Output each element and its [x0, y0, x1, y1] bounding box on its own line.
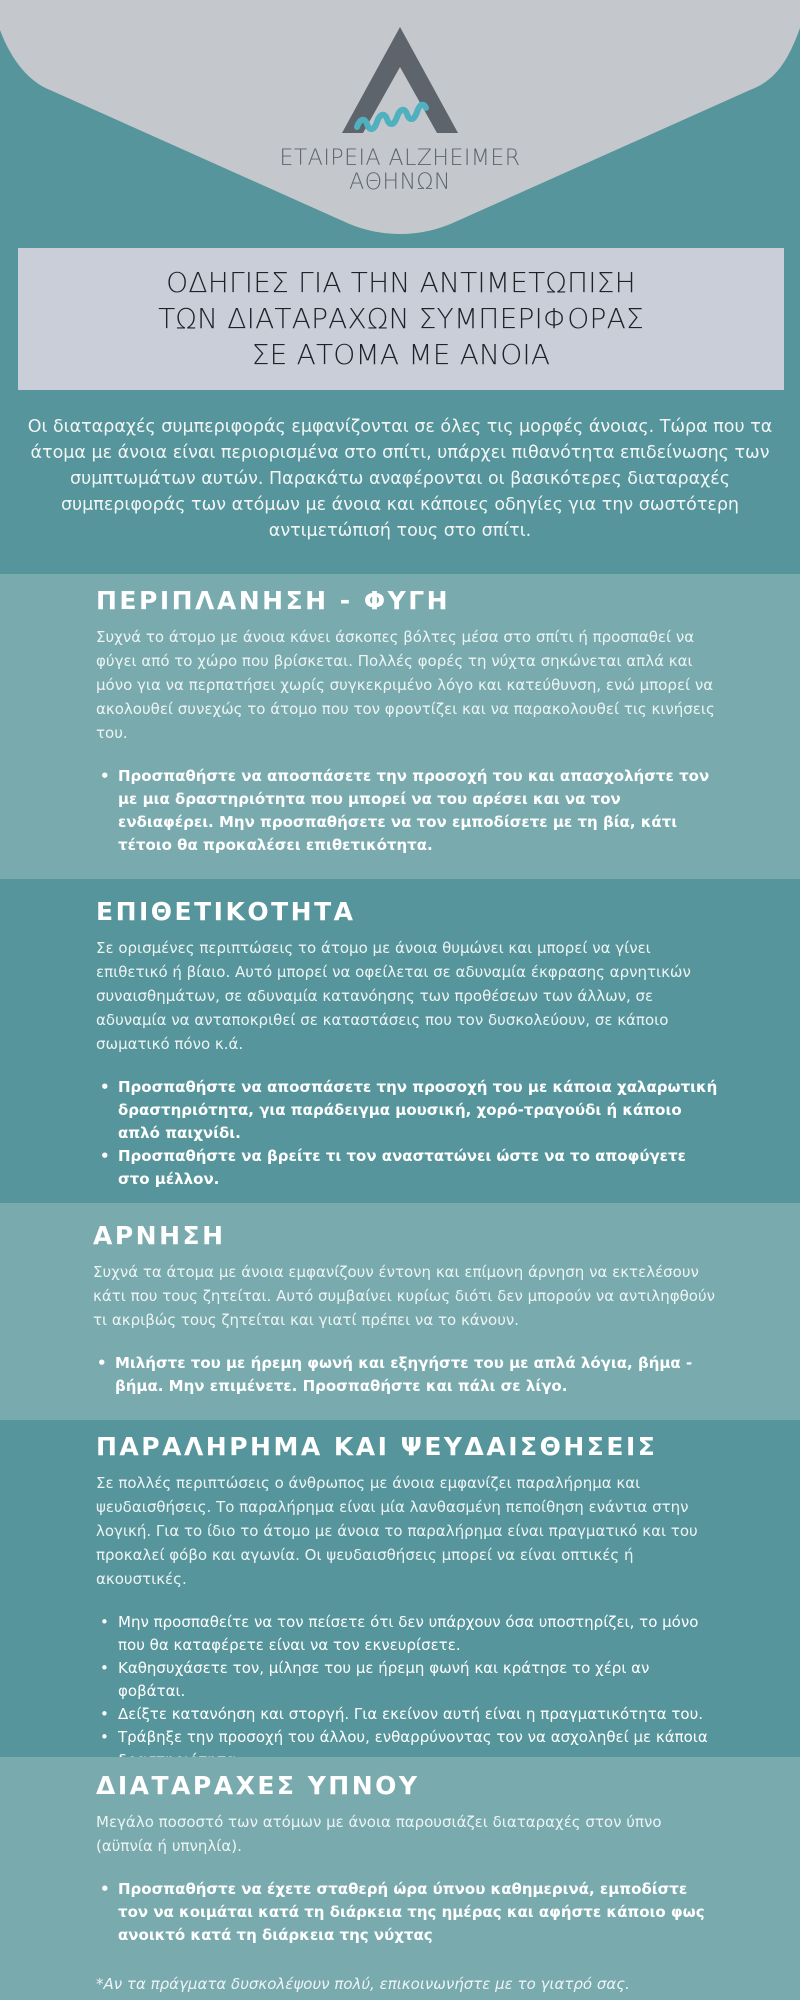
section-body: Σε πολλές περιπτώσεις ο άνθρωπος με άνοια εμφανίζει παραλήρημα και ψευδαισθήσεις. Το παραλήρημα είναι μία λανθασμένη πεποίθηση ενάντια στην λογική. Για το ίδιο το άτομο με άνοια το παραλήρημα είναι πραγματικό και του προκαλεί φόβο και αγωνία. Οι ψευδαισθήσεις μπορεί να είναι οπτικές ή ακουστικές.: [96, 1474, 698, 1588]
org-name-line1: ΕΤΑΙΡΕΙΑ ALZHEIMER: [279, 146, 521, 171]
tip-item: • Τράβηξε την προσοχή του άλλου, ενθαρρύνοντας τον να ασχοληθεί με κάποια: [96, 1726, 720, 1772]
section-title: ΠΑΡΑΛΗΡΗΜΑ ΚΑΙ ΨΕΥΔΑΙΣΘΗΣΕΙΣ: [96, 1432, 658, 1461]
section-body: Σε ορισμένες περιπτώσεις το άτομο με άνοια θυμώνει και μπορεί να γίνει επιθετικό ή βίαιο. Αυτό μπορεί να οφείλεται σε αδυναμία έκφρασης αρνητικών συναισθημάτων, σε αδυναμία κατανόησης των προθέσεων των άλλων, σε αδυναμία να ανταποκριθεί σε καταστάσεις που τον δυσκολεύουν, σε κάποιο σωματικό πόνο κ.ά.: [96, 939, 691, 1053]
title-line: ΟΔΗΓΙΕΣ ΓΙΑ ΤΗΝ ΑΝΤΙΜΕΤΩΠΙΣΗ: [166, 266, 636, 299]
section-title: ΕΠΙΘΕΤΙΚΟΤΗΤΑ: [96, 897, 356, 926]
tip-item: • Προσπαθήστε να αποσπάσετε την προσοχή του και απασχολήστε τον με μια δραστηριότητα που μπορεί να του αρέσει και να τον ενδιαφέρει. Μην προσπαθήσετε να τον εμποδίσετε με τη βία, κάτι τέτοιο θα προκαλέσει επιθετικότητα.: [96, 765, 720, 857]
tip-item: • Προσπαθήστε να βρείτε τι τον αναστατώνει ώστε να το αποφύγετε στο μέλλον.: [96, 1145, 720, 1191]
tip-item: • Καθησυχάσετε τον, μίλησε του με ήρεμη φωνή και κράτησε το χέρι αν φοβάται.: [96, 1657, 720, 1703]
tip-item: • Μην προσπαθείτε να τον πείσετε ότι δεν υπάρχουν όσα υποστηρίζει, το μόνο που θα καταφέρετε είναι να τον εκνευρίσετε.: [96, 1611, 720, 1657]
section-title: ΔΙΑΤΑΡΑΧΕΣ ΥΠΝΟΥ: [96, 1771, 420, 1800]
org-name-line2: ΑΘΗΝΩΝ: [349, 170, 451, 195]
section-delusions: [0, 1420, 800, 1757]
page-title: [18, 248, 784, 390]
logo: [0, 0, 800, 240]
section-wandering: [0, 574, 800, 879]
section-body: Συχνά το άτομο με άνοια κάνει άσκοπες βόλτες μέσα στο σπίτι ή προσπαθεί να φύγει από το χώρο που βρίσκεται. Πολλές φορές τη νύχτα σηκώνεται απλά και μόνο για να περπατήσει χωρίς συγκεκριμένο λόγο και κατεύθυνση, ενώ μπορεί να ακολουθεί συνεχώς το άτομο που τον φροντίζει και να παρακολουθεί τις κινήσεις του.: [96, 628, 715, 742]
tip-item: • Δείξτε κατανόηση και στοργή. Για εκείνον αυτή είναι η πραγματικότητα του.: [96, 1703, 720, 1726]
section-title: ΑΡΝΗΣΗ: [93, 1221, 226, 1250]
tip-item: • Προσπαθήστε να έχετε σταθερή ώρα ύπνου καθημερινά, εμποδίστε τον να κοιμάται κατά τη διάρκεια της ημέρας και αφήστε κάποιο φως ανοικτό κατά τη διάρκεια της νύχτας: [96, 1878, 720, 1947]
tips-list: [96, 1611, 720, 1772]
title-line: ΤΩΝ ΔΙΑΤΑΡΑΧΩΝ ΣΥΜΠΕΡΙΦΟΡΑΣ: [158, 302, 644, 335]
footnote: *Αν τα πράγματα δυσκολέψουν πολύ, επικοινωνήστε με το γιατρό σας.: [96, 1975, 630, 1993]
section-refusal: [0, 1203, 800, 1420]
header: [0, 0, 800, 250]
tip-item: • Μιλήστε του με ήρεμη φωνή και εξηγήστε του με απλά λόγια, βήμα - βήμα. Μην επιμένετε. Προσπαθήστε και πάλι σε λίγο.: [93, 1352, 720, 1398]
intro-paragraph: Οι διαταραχές συμπεριφοράς εμφανίζονται σε όλες τις μορφές άνοιας. Τώρα που τα άτομα με άνοια είναι περιορισμένα στο σπίτι, υπάρχει πιθανότητα επιδείνωσης των συμπτωμάτων αυτών. Παρακάτω αναφέρονται οι βασικότερες διαταραχές συμπεριφοράς των ατόμων με άνοια και κάποιες οδηγίες για την σωστότερη αντιμετώπισή τους στο σπίτι.: [27, 417, 773, 541]
tips-list: [96, 1076, 720, 1191]
tips-list: [93, 1352, 720, 1398]
tips-list: [96, 765, 720, 857]
logo-mark-icon: [0, 0, 800, 150]
title-line: ΣΕ ΑΤΟΜΑ ΜΕ ΑΝΟΙΑ: [251, 338, 551, 371]
tips-list: [96, 1878, 720, 1947]
section-body: Μεγάλο ποσοστό των ατόμων με άνοια παρουσιάζει διαταραχές στον ύπνο (αϋπνία ή υπνηλία).: [96, 1813, 662, 1855]
section-aggression: [0, 879, 800, 1203]
tip-item: • Προσπαθήστε να αποσπάσετε την προσοχή του με κάποια χαλαρωτική δραστηριότητα, για παράδειγμα μουσική, χορό-τραγούδι ή κάποιο απλό παιχνίδι.: [96, 1076, 720, 1145]
section-title: ΠΕΡΙΠΛΑΝΗΣΗ - ΦΥΓΗ: [96, 586, 451, 615]
section-body: Συχνά τα άτομα με άνοια εμφανίζουν έντονη και επίμονη άρνηση να εκτελέσουν κάτι που τους ζητείται. Αυτό συμβαίνει κυρίως διότι δεν μπορούν να αντιληφθούν τι ακριβώς τους ζητείται και γιατί πρέπει να το κάνουν.: [93, 1263, 716, 1329]
section-sleep: [0, 1757, 800, 2000]
